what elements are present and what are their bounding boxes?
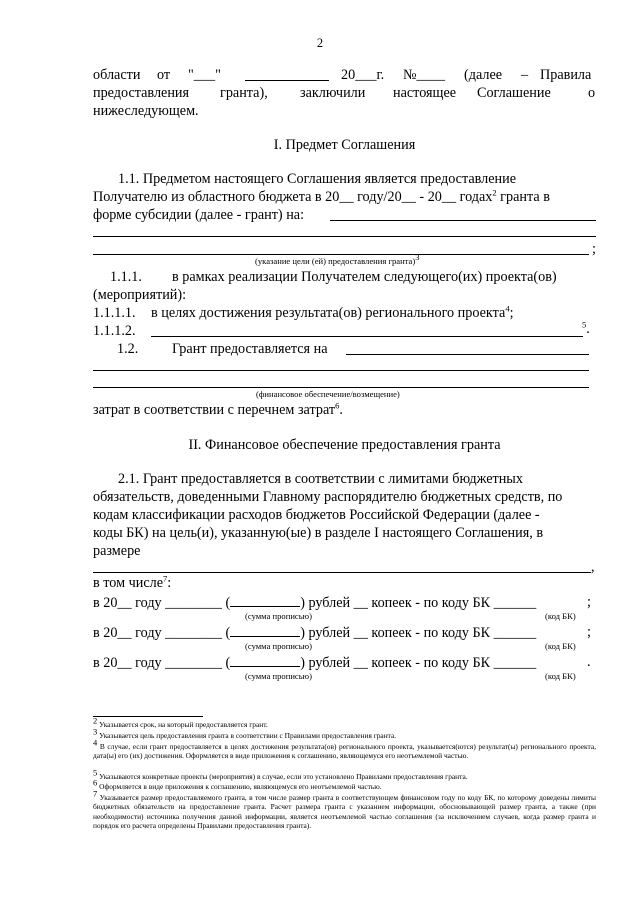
footnote-4-num: 4 [93,737,98,748]
year-row-3-mid: ) рублей __ копеек - по коду БК ______ [300,655,537,671]
intro-date-blank [245,80,329,81]
footnote-ref-4: 4 [505,303,510,314]
p12-text: Грант предоставляется на [172,341,328,357]
p111-line2: (мероприятий): [93,287,187,303]
footnote-3-text: Указывается цель предоставления гранта в соответствии с Правилами предоставления гранта. [99,731,397,740]
intro-w-year: 20___г. [341,67,385,83]
year-row-3-sum-blank [230,653,300,667]
p1111-num: 1.1.1.1. [93,305,136,321]
p11-semicolon: ; [592,241,596,257]
p21-line4: коды БК) на цель(и), указанную(ые) в разделе I настоящего Соглашения, в [93,525,544,541]
footnote-5 [93,767,596,781]
footnote-separator [93,716,203,717]
intro-w-quote: "___" [188,67,221,83]
page-number: 2 [316,36,324,50]
intro-l2-w6: о [588,85,596,101]
year-row-2-cap-kbk: (код БК) [545,641,576,651]
footnote-3 [93,726,596,740]
footnote-5-text: Указываются конкретные проекты (мероприятия) в случае, если это установлено Правилами предоставления гранта. [99,772,468,781]
footnote-2-text: Указывается срок, на который предоставляется грант. [99,720,268,729]
footnote-ref-2: 2 [492,187,497,198]
p12-blank-2 [93,370,589,371]
p12-end-dot: . [339,402,343,418]
p21-line3: кодам классификации расходов бюджетов Российской Федерации (далее - [93,507,540,523]
p12-num: 1.2. [117,341,139,357]
p11-line2b: гранта в [496,189,550,205]
footnote-4-text: В случае, если грант предоставляется в целях достижения результата(ов) регионального проекта, указывается(ются) результат(ы) регионального проекта, дата(ы) его (их) достижения. Оформляется в виде приложения к соглашению, являющемуся его неотъемлемой частью. [93,742,596,761]
intro-w-pravila: Правила [540,67,592,83]
footnote-ref-3: 3 [415,252,420,263]
intro-l2-w3: заключили [300,85,366,101]
year-row-1-start: в 20__ году ________ ( [93,595,231,611]
intro-w-oblasti: области [93,67,141,83]
p11-line2a: Получателю из областного бюджета в 20__ году/20__ - 20__ годах [93,189,493,205]
intro-line3: нижеследующем. [93,103,199,119]
footnote-2-num: 2 [93,715,98,726]
p21-amount-blank [93,572,591,573]
intro-l2-w4: настоящее [393,85,457,101]
year-row-3-start: в 20__ году ________ ( [93,655,231,671]
footnote-6 [93,777,596,791]
p21-line2: обязательств, доведенными Главному распорядителю бюджетных средств, по [93,489,563,505]
year-row-2-end: ; [587,624,591,640]
p12-end-text: затрат в соответствии с перечнем затрат [93,402,336,418]
p12-end [93,401,343,419]
intro-l2-w5: Соглашение [477,85,551,101]
intro-l2-w1: предоставления [93,85,190,101]
footnote-6-num: 6 [93,777,98,788]
intro-w-dash: – [521,67,529,83]
p12-blank-1 [346,354,589,355]
v-tom-chisle-colon: : [167,575,172,591]
footnote-7 [93,788,596,830]
p1112-dot: . [586,321,590,337]
caption-goal [255,252,420,266]
year-row-3-cap-kbk: (код БК) [545,671,576,681]
p1111-text-main: в целях достижения результата(ов) регионального проекта [151,305,506,321]
p21-line5: размере [93,543,141,559]
footnote-ref-6: 6 [335,400,340,411]
caption-fin: (финансовое обеспечение/возмещение) [256,389,400,399]
footnote-5-num: 5 [93,767,98,778]
p1112-num: 1.1.1.2. [93,323,136,339]
intro-l2-w2: гранта), [220,85,268,101]
year-row-2-mid: ) рублей __ копеек - по коду БК ______ [300,625,537,641]
footnote-ref-7: 7 [163,573,168,584]
year-row-1 [93,593,536,612]
p111-num: 1.1.1. [110,269,142,285]
intro-w-ot: от [157,67,171,83]
p1112-blank [151,336,583,337]
year-row-2-sum-blank [230,623,300,637]
p1112-end [582,320,590,338]
footnote-4 [93,737,596,761]
p12-blank-3 [93,387,589,388]
footnote-3-num: 3 [93,726,98,737]
v-tom-chisle [93,574,171,592]
year-row-1-cap-kbk: (код БК) [545,611,576,621]
section1-title: I. Предмет Соглашения [273,137,416,153]
p11-goal-blank-1 [330,220,596,221]
footnote-6-text: Оформляется в виде приложения к соглашению, являющемуся его неотъемлемой частью. [99,782,382,791]
p1111-text [151,304,514,322]
year-row-3 [93,653,536,672]
year-row-1-cap-sum: (сумма прописью) [245,611,312,621]
p21-comma: , [591,559,595,575]
year-row-1-mid: ) рублей __ копеек - по коду БК ______ [300,595,537,611]
footnote-2 [93,715,596,729]
v-tom-chisle-text: в том числе [93,575,164,591]
intro-w-dalee: (далее [464,67,503,83]
p11-goal-blank-2 [93,236,596,237]
p1111-end: ; [509,305,514,321]
p11-line1: 1.1. Предметом настоящего Соглашения является предоставление [118,171,517,187]
p21-line1: 2.1. Грант предоставляется в соответствии с лимитами бюджетных [118,471,523,487]
footnote-ref-5: 5 [582,319,587,330]
year-row-3-end: . [587,654,591,670]
year-row-1-end: ; [587,594,591,610]
year-row-1-sum-blank [230,593,300,607]
year-row-2-cap-sum: (сумма прописью) [245,641,312,651]
year-row-2-start: в 20__ году ________ ( [93,625,231,641]
p111-text: в рамках реализации Получателем следующего(их) проекта(ов) [172,269,557,285]
year-row-2 [93,623,536,642]
caption-goal-text: (указание цели (ей) предоставления гранта) [255,256,416,266]
footnote-7-text: Указывается размер предоставляемого гранта, в том числе размер гранта в соответствующем финансовом году по коду БК, по которому доведены лимиты бюджетных обязательств на предоставление гранта. Расчет размера гранта с указанием информации, обосновывающей размер гранта, а также (при необходимости) источника получения данной информации, является неотъемлемой частью соглашения (за исключением случаев, когда размер гранта и порядок его расчета определены Правилами предоставления гранта). [93,793,596,830]
section2-title: II. Финансовое обеспечение предоставления гранта [188,437,501,453]
p11-line3: форме субсидии (далее - грант) на: [93,207,305,223]
p11-goal-blank-3 [93,254,589,255]
footnote-7-num: 7 [93,788,98,799]
p11-line2 [93,188,550,206]
intro-w-no: №____ [403,67,445,83]
year-row-3-cap-sum: (сумма прописью) [245,671,312,681]
